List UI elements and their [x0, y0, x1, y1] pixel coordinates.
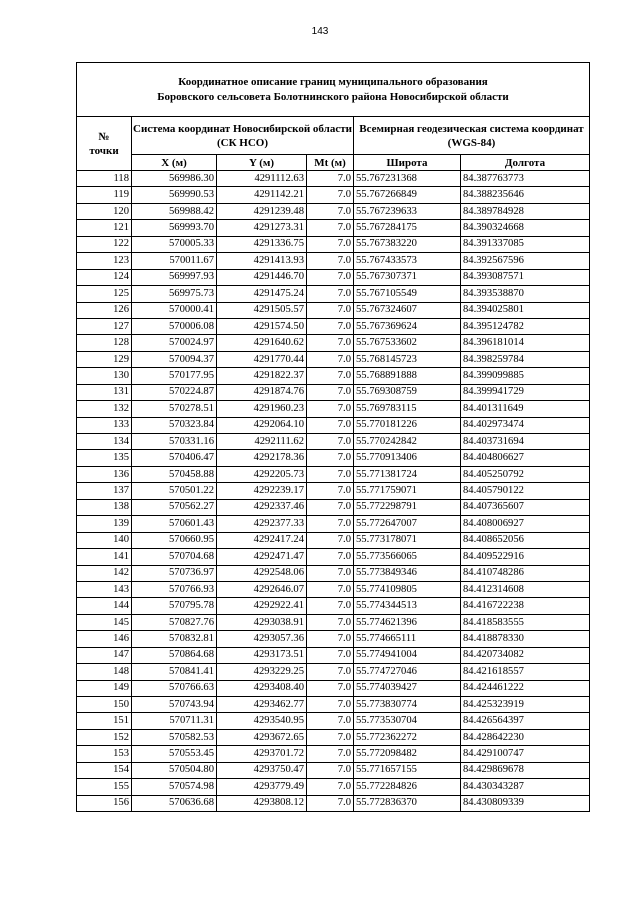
mt-cell: 7.0	[307, 614, 354, 630]
table-row	[77, 680, 590, 696]
latitude-cell: 55.770181226	[354, 417, 461, 433]
latitude-cell: 55.767533602	[354, 335, 461, 351]
mt-cell: 7.0	[307, 203, 354, 219]
point-number-cell: 155	[77, 779, 132, 795]
y-cell: 4291239.48	[217, 203, 307, 219]
point-number-cell: 130	[77, 368, 132, 384]
mt-cell: 7.0	[307, 549, 354, 565]
latitude-cell: 55.774665111	[354, 631, 461, 647]
point-number-cell: 118	[77, 171, 132, 187]
point-number-cell: 141	[77, 549, 132, 565]
x-cell: 570501.22	[132, 483, 217, 499]
latitude-cell: 55.772836370	[354, 795, 461, 811]
table-row	[77, 713, 590, 729]
table-row	[77, 499, 590, 515]
header-x: X (м)	[132, 155, 217, 171]
y-cell: 4291446.70	[217, 269, 307, 285]
table-row	[77, 598, 590, 614]
mt-cell: 7.0	[307, 729, 354, 745]
header-longitude: Долгота	[461, 155, 590, 171]
x-cell: 570323.84	[132, 417, 217, 433]
mt-cell: 7.0	[307, 631, 354, 647]
longitude-cell: 84.389784928	[461, 203, 590, 219]
latitude-cell: 55.767239633	[354, 203, 461, 219]
latitude-cell: 55.767266849	[354, 187, 461, 203]
longitude-cell: 84.401311649	[461, 401, 590, 417]
y-cell: 4293462.77	[217, 697, 307, 713]
x-cell: 570011.67	[132, 253, 217, 269]
longitude-cell: 84.391337085	[461, 236, 590, 252]
latitude-cell: 55.772362272	[354, 729, 461, 745]
table-row	[77, 450, 590, 466]
latitude-cell: 55.767324607	[354, 302, 461, 318]
latitude-cell: 55.774941004	[354, 647, 461, 663]
mt-cell: 7.0	[307, 351, 354, 367]
header-wgs-system: Всемирная геодезическая система координат (WGS-84)	[354, 117, 590, 155]
point-number-cell: 139	[77, 516, 132, 532]
mt-cell: 7.0	[307, 236, 354, 252]
table-row	[77, 335, 590, 351]
x-cell: 569990.53	[132, 187, 217, 203]
mt-cell: 7.0	[307, 532, 354, 548]
mt-cell: 7.0	[307, 318, 354, 334]
x-cell: 570743.94	[132, 697, 217, 713]
table-row	[77, 351, 590, 367]
longitude-cell: 84.430809339	[461, 795, 590, 811]
x-cell: 570574.98	[132, 779, 217, 795]
mt-cell: 7.0	[307, 368, 354, 384]
y-cell: 4291413.93	[217, 253, 307, 269]
point-number-cell: 125	[77, 286, 132, 302]
y-cell: 4293701.72	[217, 746, 307, 762]
mt-cell: 7.0	[307, 746, 354, 762]
longitude-cell: 84.393538870	[461, 286, 590, 302]
mt-cell: 7.0	[307, 697, 354, 713]
latitude-cell: 55.768145723	[354, 351, 461, 367]
point-number-cell: 119	[77, 187, 132, 203]
title-line-1: Координатное описание границ муниципального образования	[178, 75, 488, 88]
point-number-cell: 131	[77, 384, 132, 400]
y-cell: 4292205.73	[217, 466, 307, 482]
mt-cell: 7.0	[307, 516, 354, 532]
latitude-cell: 55.770242842	[354, 434, 461, 450]
point-number-cell: 154	[77, 762, 132, 778]
x-cell: 570711.31	[132, 713, 217, 729]
latitude-cell: 55.767433573	[354, 253, 461, 269]
x-cell: 570006.08	[132, 318, 217, 334]
table-row	[77, 269, 590, 285]
table-row	[77, 417, 590, 433]
point-number-cell: 123	[77, 253, 132, 269]
latitude-cell: 55.774344513	[354, 598, 461, 614]
latitude-cell: 55.772298791	[354, 499, 461, 515]
y-cell: 4291770.44	[217, 351, 307, 367]
point-number-cell: 129	[77, 351, 132, 367]
x-cell: 569975.73	[132, 286, 217, 302]
x-cell: 570224.87	[132, 384, 217, 400]
y-cell: 4292064.10	[217, 417, 307, 433]
mt-cell: 7.0	[307, 417, 354, 433]
x-cell: 570766.63	[132, 680, 217, 696]
mt-cell: 7.0	[307, 384, 354, 400]
table-row	[77, 220, 590, 236]
table-row	[77, 187, 590, 203]
header-y: Y (м)	[217, 155, 307, 171]
point-number-cell: 145	[77, 614, 132, 630]
latitude-cell: 55.774109805	[354, 581, 461, 597]
mt-cell: 7.0	[307, 499, 354, 515]
point-number-cell: 143	[77, 581, 132, 597]
longitude-cell: 84.399941729	[461, 384, 590, 400]
header-latitude: Широта	[354, 155, 461, 171]
table-row	[77, 697, 590, 713]
y-cell: 4291336.75	[217, 236, 307, 252]
y-cell: 4293779.49	[217, 779, 307, 795]
latitude-cell: 55.773566065	[354, 549, 461, 565]
longitude-cell: 84.420734082	[461, 647, 590, 663]
y-cell: 4291142.21	[217, 187, 307, 203]
longitude-cell: 84.407365607	[461, 499, 590, 515]
longitude-cell: 84.402973474	[461, 417, 590, 433]
table-row	[77, 779, 590, 795]
longitude-cell: 84.394025801	[461, 302, 590, 318]
x-cell: 570827.76	[132, 614, 217, 630]
mt-cell: 7.0	[307, 565, 354, 581]
longitude-cell: 84.398259784	[461, 351, 590, 367]
y-cell: 4293408.40	[217, 680, 307, 696]
x-cell: 570660.95	[132, 532, 217, 548]
coordinates-table	[76, 62, 590, 812]
y-cell: 4293672.65	[217, 729, 307, 745]
table-row	[77, 581, 590, 597]
longitude-cell: 84.387763773	[461, 171, 590, 187]
latitude-cell: 55.767369624	[354, 318, 461, 334]
y-cell: 4293038.91	[217, 614, 307, 630]
x-cell: 570864.68	[132, 647, 217, 663]
longitude-cell: 84.392567596	[461, 253, 590, 269]
latitude-cell: 55.772098482	[354, 746, 461, 762]
latitude-cell: 55.774727046	[354, 664, 461, 680]
table-row	[77, 286, 590, 302]
x-cell: 569988.42	[132, 203, 217, 219]
mt-cell: 7.0	[307, 581, 354, 597]
table-row	[77, 631, 590, 647]
mt-cell: 7.0	[307, 302, 354, 318]
x-cell: 570795.78	[132, 598, 217, 614]
point-number-cell: 156	[77, 795, 132, 811]
table-row	[77, 647, 590, 663]
mt-cell: 7.0	[307, 434, 354, 450]
table-row	[77, 171, 590, 187]
point-number-cell: 151	[77, 713, 132, 729]
x-cell: 570736.97	[132, 565, 217, 581]
mt-cell: 7.0	[307, 713, 354, 729]
latitude-cell: 55.774039427	[354, 680, 461, 696]
point-number-cell: 152	[77, 729, 132, 745]
table-row	[77, 203, 590, 219]
mt-cell: 7.0	[307, 401, 354, 417]
y-cell: 4293808.12	[217, 795, 307, 811]
point-number-cell: 136	[77, 466, 132, 482]
x-cell: 570094.37	[132, 351, 217, 367]
y-cell: 4292111.62	[217, 434, 307, 450]
point-number-cell: 148	[77, 664, 132, 680]
longitude-cell: 84.412314608	[461, 581, 590, 597]
mt-cell: 7.0	[307, 466, 354, 482]
x-cell: 570841.41	[132, 664, 217, 680]
latitude-cell: 55.767284175	[354, 220, 461, 236]
table-row	[77, 614, 590, 630]
y-cell: 4291874.76	[217, 384, 307, 400]
mt-cell: 7.0	[307, 286, 354, 302]
header-nso-system: Система координат Новосибирской области (СК НСО)	[132, 117, 354, 155]
longitude-cell: 84.418583555	[461, 614, 590, 630]
x-cell: 570832.81	[132, 631, 217, 647]
longitude-cell: 84.430343287	[461, 779, 590, 795]
mt-cell: 7.0	[307, 647, 354, 663]
longitude-cell: 84.405790122	[461, 483, 590, 499]
y-cell: 4292239.17	[217, 483, 307, 499]
y-cell: 4291475.24	[217, 286, 307, 302]
latitude-cell: 55.773178071	[354, 532, 461, 548]
point-number-cell: 137	[77, 483, 132, 499]
x-cell: 569993.70	[132, 220, 217, 236]
table-row	[77, 318, 590, 334]
point-number-cell: 132	[77, 401, 132, 417]
longitude-cell: 84.429100747	[461, 746, 590, 762]
longitude-cell: 84.408652056	[461, 532, 590, 548]
y-cell: 4293540.95	[217, 713, 307, 729]
x-cell: 569997.93	[132, 269, 217, 285]
header-point-number	[77, 117, 132, 171]
latitude-cell: 55.767105549	[354, 286, 461, 302]
table-title	[77, 63, 590, 117]
mt-cell: 7.0	[307, 680, 354, 696]
longitude-cell: 84.393087571	[461, 269, 590, 285]
mt-cell: 7.0	[307, 187, 354, 203]
latitude-cell: 55.767307371	[354, 269, 461, 285]
longitude-cell: 84.399099885	[461, 368, 590, 384]
table-row	[77, 466, 590, 482]
point-number-cell: 122	[77, 236, 132, 252]
y-cell: 4292417.24	[217, 532, 307, 548]
x-cell: 570177.95	[132, 368, 217, 384]
mt-cell: 7.0	[307, 253, 354, 269]
x-cell: 570406.47	[132, 450, 217, 466]
mt-cell: 7.0	[307, 779, 354, 795]
mt-cell: 7.0	[307, 269, 354, 285]
x-cell: 570562.27	[132, 499, 217, 515]
y-cell: 4292471.47	[217, 549, 307, 565]
y-cell: 4293057.36	[217, 631, 307, 647]
point-number-cell: 138	[77, 499, 132, 515]
mt-cell: 7.0	[307, 664, 354, 680]
point-number-cell: 146	[77, 631, 132, 647]
latitude-cell: 55.773849346	[354, 565, 461, 581]
latitude-cell: 55.767383220	[354, 236, 461, 252]
y-cell: 4292646.07	[217, 581, 307, 597]
latitude-cell: 55.767231368	[354, 171, 461, 187]
longitude-cell: 84.404806627	[461, 450, 590, 466]
x-cell: 570000.41	[132, 302, 217, 318]
y-cell: 4293750.47	[217, 762, 307, 778]
mt-cell: 7.0	[307, 450, 354, 466]
x-cell: 570458.88	[132, 466, 217, 482]
longitude-cell: 84.390324668	[461, 220, 590, 236]
y-cell: 4291273.31	[217, 220, 307, 236]
table-row	[77, 368, 590, 384]
latitude-cell: 55.772647007	[354, 516, 461, 532]
latitude-cell: 55.769308759	[354, 384, 461, 400]
longitude-cell: 84.424461222	[461, 680, 590, 696]
table-row	[77, 762, 590, 778]
longitude-cell: 84.428642230	[461, 729, 590, 745]
point-number-cell: 149	[77, 680, 132, 696]
y-cell: 4292548.06	[217, 565, 307, 581]
y-cell: 4291505.57	[217, 302, 307, 318]
table-row	[77, 746, 590, 762]
point-number-cell: 120	[77, 203, 132, 219]
x-cell: 570024.97	[132, 335, 217, 351]
longitude-cell: 84.426564397	[461, 713, 590, 729]
longitude-cell: 84.409522916	[461, 549, 590, 565]
longitude-cell: 84.388235646	[461, 187, 590, 203]
table-row	[77, 236, 590, 252]
x-cell: 570278.51	[132, 401, 217, 417]
table-row	[77, 401, 590, 417]
y-cell: 4292178.36	[217, 450, 307, 466]
point-number-cell: 140	[77, 532, 132, 548]
latitude-cell: 55.771381724	[354, 466, 461, 482]
point-number-cell: 121	[77, 220, 132, 236]
point-number-cell: 153	[77, 746, 132, 762]
point-number-cell: 142	[77, 565, 132, 581]
longitude-cell: 84.395124782	[461, 318, 590, 334]
latitude-cell: 55.770913406	[354, 450, 461, 466]
longitude-cell: 84.408006927	[461, 516, 590, 532]
y-cell: 4292337.46	[217, 499, 307, 515]
point-number-cell: 127	[77, 318, 132, 334]
header-mt: Mt (м)	[307, 155, 354, 171]
point-number-cell: 150	[77, 697, 132, 713]
point-number-cell: 133	[77, 417, 132, 433]
point-number-cell: 128	[77, 335, 132, 351]
mt-cell: 7.0	[307, 220, 354, 236]
table-row	[77, 253, 590, 269]
latitude-cell: 55.771759071	[354, 483, 461, 499]
mt-cell: 7.0	[307, 795, 354, 811]
x-cell: 570005.33	[132, 236, 217, 252]
mt-cell: 7.0	[307, 483, 354, 499]
x-cell: 570636.68	[132, 795, 217, 811]
longitude-cell: 84.425323919	[461, 697, 590, 713]
title-line-2: Боровского сельсовета Болотнинского района Новосибирской области	[157, 90, 509, 103]
longitude-cell: 84.418878330	[461, 631, 590, 647]
y-cell: 4292922.41	[217, 598, 307, 614]
y-cell: 4291960.23	[217, 401, 307, 417]
point-number-cell: 124	[77, 269, 132, 285]
longitude-cell: 84.403731694	[461, 434, 590, 450]
longitude-cell: 84.396181014	[461, 335, 590, 351]
x-cell: 570331.16	[132, 434, 217, 450]
longitude-cell: 84.416722238	[461, 598, 590, 614]
x-cell: 570766.93	[132, 581, 217, 597]
table-row	[77, 516, 590, 532]
mt-cell: 7.0	[307, 171, 354, 187]
x-cell: 570582.53	[132, 729, 217, 745]
longitude-cell: 84.410748286	[461, 565, 590, 581]
y-cell: 4293229.25	[217, 664, 307, 680]
table-row	[77, 434, 590, 450]
longitude-cell: 84.429869678	[461, 762, 590, 778]
point-number-cell: 144	[77, 598, 132, 614]
longitude-cell: 84.405250792	[461, 466, 590, 482]
y-cell: 4293173.51	[217, 647, 307, 663]
y-cell: 4291822.37	[217, 368, 307, 384]
latitude-cell: 55.773830774	[354, 697, 461, 713]
latitude-cell: 55.769783115	[354, 401, 461, 417]
point-number-cell: 134	[77, 434, 132, 450]
mt-cell: 7.0	[307, 335, 354, 351]
latitude-cell: 55.773530704	[354, 713, 461, 729]
table-row	[77, 532, 590, 548]
x-cell: 570601.43	[132, 516, 217, 532]
x-cell: 569986.30	[132, 171, 217, 187]
point-number-cell: 147	[77, 647, 132, 663]
point-number-cell: 126	[77, 302, 132, 318]
latitude-cell: 55.774621396	[354, 614, 461, 630]
table-row	[77, 729, 590, 745]
table-body	[77, 171, 590, 812]
latitude-cell: 55.768891888	[354, 368, 461, 384]
latitude-cell: 55.772284826	[354, 779, 461, 795]
table-row	[77, 565, 590, 581]
y-cell: 4291112.63	[217, 171, 307, 187]
longitude-cell: 84.421618557	[461, 664, 590, 680]
point-number-cell: 135	[77, 450, 132, 466]
y-cell: 4291574.50	[217, 318, 307, 334]
table-row	[77, 483, 590, 499]
header-point-number-label: № точки	[89, 130, 119, 157]
y-cell: 4291640.62	[217, 335, 307, 351]
table-row	[77, 549, 590, 565]
x-cell: 570504.80	[132, 762, 217, 778]
table-row	[77, 384, 590, 400]
table-row	[77, 795, 590, 811]
x-cell: 570553.45	[132, 746, 217, 762]
mt-cell: 7.0	[307, 598, 354, 614]
latitude-cell: 55.771657155	[354, 762, 461, 778]
table-row	[77, 664, 590, 680]
mt-cell: 7.0	[307, 762, 354, 778]
page-number: 143	[311, 26, 329, 37]
table-row	[77, 302, 590, 318]
y-cell: 4292377.33	[217, 516, 307, 532]
x-cell: 570704.68	[132, 549, 217, 565]
